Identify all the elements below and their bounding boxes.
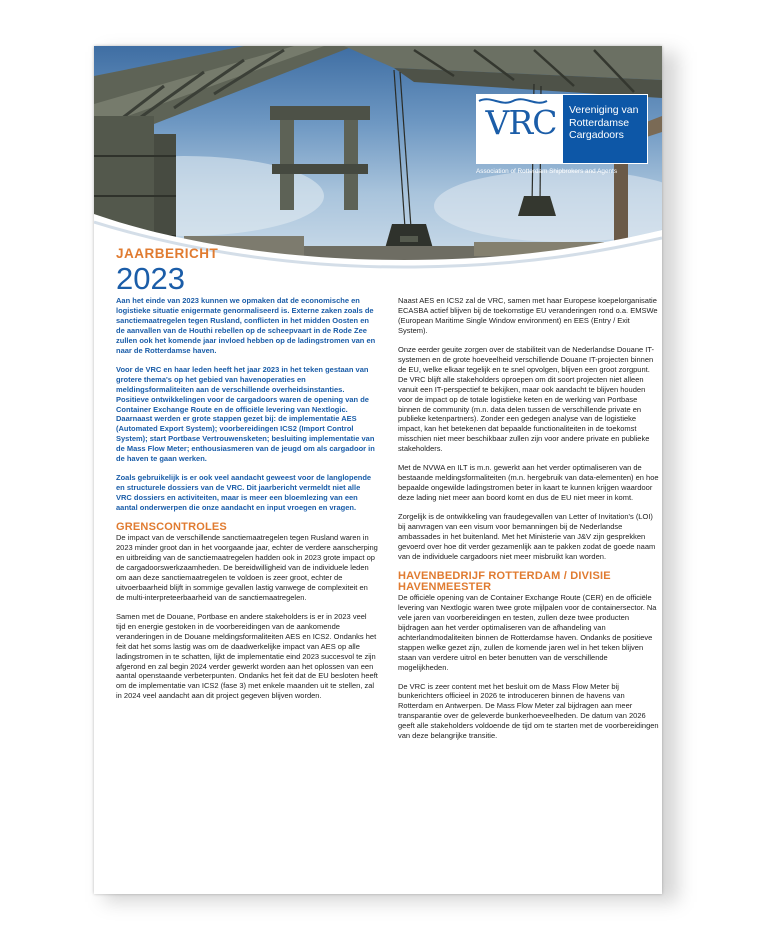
body-paragraph: De impact van de verschillende sanctiemaatregelen tegen Rusland waren in 2023 minder groot dan in het voorgaande jaar, echter de verdere aanscherping en uitbreiding van de sanctiemaatregelen hadden ook in 2023 grote impact op de cargadoorswerkzaamheden. De bereidwilligheid van de individuele leden om aan deze sanctiemaatregelen te voldoen is zeer groot, echter de uitvoerbaarheid blijft in sommige gevallen lastig vanwege de complexiteit en de multi-interpreteerbaarheid van de sanctiemaatregelen.	[116, 533, 378, 602]
logo-letters: VRC	[485, 103, 557, 142]
section-heading-havenbedrijf: HAVENBEDRIJF ROTTERDAM / DIVISIE HAVENMEESTER	[398, 569, 611, 593]
logo-subtitle: Association of Rotterdam Shipbrokers and Agents	[476, 168, 618, 175]
right-column	[398, 296, 660, 750]
body-paragraph: Zorgelijk is de ontwikkeling van fraudegevallen van Letter of Invitation's (LOI) bij aanvragen van een visum voor bemanningen bij de Nederlandse ambassades in het buitenland. Met het Ministerie van J&V zijn gesprekken gevoerd over hoe dit verder gezamenlijk aan te pakken zodat de goede naam van de individuele cargadoors niet meer misbruikt kan worden.	[398, 512, 656, 561]
logo-organisation-name: Vereniging van Rotterdamse Cargadoors	[569, 104, 639, 141]
intro-paragraph: Zoals gebruikelijk is er ook veel aandacht geweest voor de langlopende en structurele dossiers van de VRC. Dit jaarbericht vermeldt niet alle VRC dossiers en activiteiten, maar is meer een bloemlezing van een aantal onderwerpen die onze aandacht en input vroegen en vragen.	[116, 473, 372, 513]
title-label: JAARBERICHT	[116, 246, 219, 261]
body-paragraph: Met de NVWA en ILT is m.n. gewerkt aan het verder optimaliseren van de bestaande meldingsformaliteiten (m.n. hergebruik van data-elementen) en hoe bepaalde ongewilde ladingstromen beter in kaart te kunnen krijgen waardoor deze lading niet meer aan boord komt en dus de EU niet meer in komt.	[398, 463, 659, 503]
title-year: 2023	[116, 261, 185, 296]
vrc-logo	[476, 94, 648, 164]
left-column	[116, 296, 378, 710]
vrc-logo-mark	[477, 95, 563, 163]
report-page	[94, 46, 662, 894]
section-heading-grenscontroles: GRENSCONTROLES	[116, 521, 227, 534]
intro-paragraph: Aan het einde van 2023 kunnen we opmaken dat de economische en logistieke situatie enigermate genormaliseerd is. Externe zaken zoals de sanctiemaatregelen tegen Rusland, conflicten in het midden Oosten en de aanvallen van de Houthi rebellen op de scheepvaart in de Rode Zee zullen ook het komende jaar invloed hebben op de ladingstromen van en naar de Rotterdamse haven.	[116, 296, 376, 355]
body-paragraph: Samen met de Douane, Portbase en andere stakeholders is er in 2023 veel tijd en energie gestoken in de voorbereidingen van de aankomende veranderingen in de Douane meldingsformaliteiten AES en ICS2. Ondanks het feit dat het soms lastig was om de daadwerkelijke impact van AES op alle ladingstromen in te schatten, lijkt de implementatie eind 2023 succesvol te zijn afgerond en zal begin 2024 verder gewerkt worden aan het oplossen van een aantal openstaande verbeterpunten. Ondanks het feit dat de EU besloten heeft om de implementatie van ICS2 (fase 3) met enkele maanden uit te stellen, zal in 2024 veel aandacht aan dit project gegeven blijven worden.	[116, 611, 378, 701]
body-paragraph: Naast AES en ICS2 zal de VRC, samen met haar Europese koepelorganisatie ECASBA actief blijven bij de toekomstige EU veranderingen rond o.a. EMSWe (European Maritime Single Window environment) en EES (Entry / Exit System).	[398, 296, 658, 335]
body-paragraph: Onze eerder geuite zorgen over de stabiliteit van de Nederlandse Douane IT-systemen en de grote hoeveelheid verschillende Douane IT-projecten binnen de EU, welke elkaar tegelijk en te snel opvolgen, blijven een groot zorgpunt. De VRC blijft alle stakeholders oproepen om dit soort projecten niet alleen vanuit een IT-perspectief te bekijken, maar ook aandacht te blijven houden voor de impact op de totale logistieke keten en de werking van Portbase binnen de community (m.n. data delen tussen de verschillende private en publieke ketenpartners). Zonder een gedegen analyse van de logistieke impact, kan het betekenen dat bepaalde functionaliteiten in de toekomst misschien niet meer beschikbaar zullen zijn voor andere private en publieke stakeholders.	[398, 344, 654, 454]
wave-icon	[477, 95, 549, 107]
body-paragraph: De officiële opening van de Container Exchange Route (CER) en de officiële levering van Nextlogic waren twee grote mijlpalen voor de containersector. Na vele jaren van voorbereidingen en testen, zullen deze twee producten bijdragen aan het verder optimaliseren van de afhandeling van achterlandmodaliteiten binnen de Rotterdamse haven. Ondanks de positieve stappen welke gezet zijn, zullen de komende jaren wel in het teken blijven staan van verdere uitrol en beter benutten van de verschillende mogelijkheden.	[398, 592, 657, 672]
report-title	[116, 246, 218, 295]
intro-paragraph: Voor de VRC en haar leden heeft het jaar 2023 in het teken gestaan van grotere thema's op het gebied van havenoperaties en meldingsformaliteiten aan de verschillende overheidsinstanties. Positieve ontwikkelingen voor de cargadoors waren de opening van de Container Exchange Route en de officiële levering van Nextlogic. Daarnaast werden er grote stappen gezet bij: de implementatie AES (Automated Export System); voorbereidingen ICS2 (Import Control System); start Portbase Vertrouwensketen; besluiting implementatie van de Mass Flow Meter; enthousiasmeren van de jeugd om als cargadoor in de haven te gaan werken.	[116, 364, 375, 464]
body-paragraph: De VRC is zeer content met het besluit om de Mass Flow Meter bij bunkerichters officieel in 2026 te introduceren binnen de havens van Rotterdam en Antwerpen. De Mass Flow Meter zal bijdragen aan meer transparantie over de geleverde bunkerhoeveelheden. De datum van 2026 geeft alle stakeholders voldoende de tijd om te starten met de voorbereidingen van deze belangrijke transitie.	[398, 681, 659, 741]
